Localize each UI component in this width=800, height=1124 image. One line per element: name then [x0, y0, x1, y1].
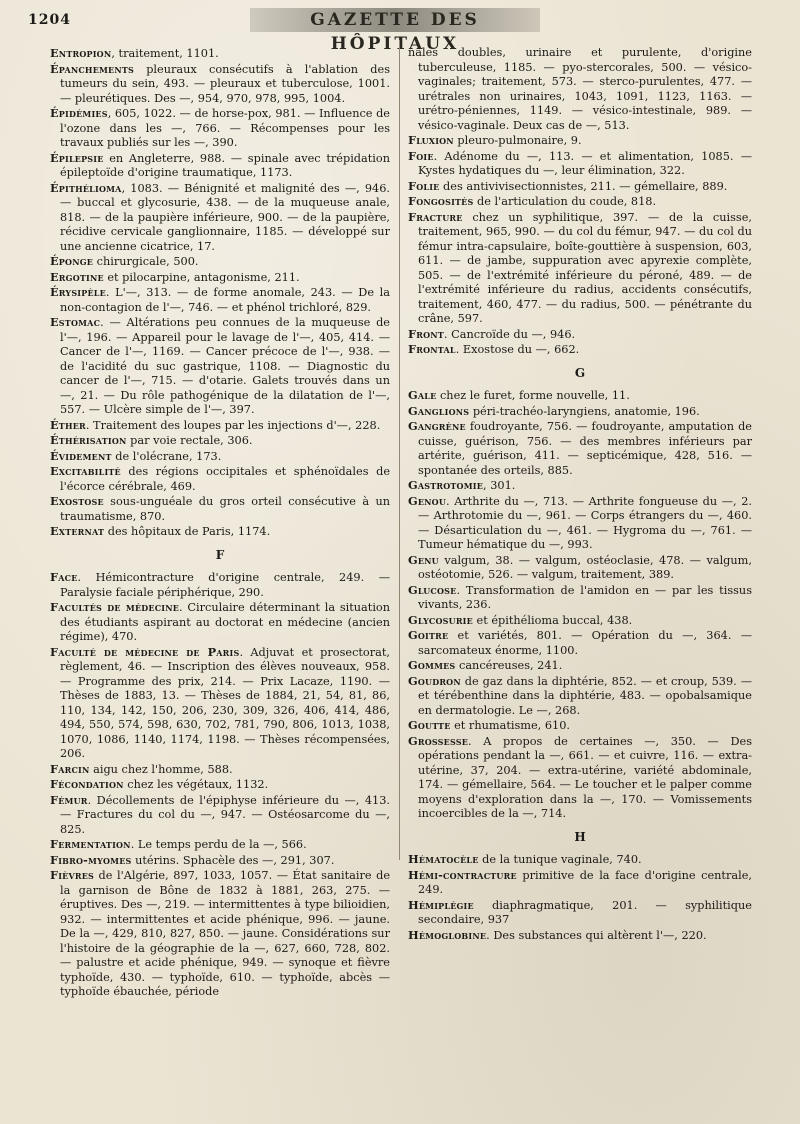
section-letter: G: [574, 365, 586, 380]
index-entry: [50, 837, 390, 853]
index-entry: [50, 151, 390, 181]
index-entry: [50, 494, 390, 524]
index-entry: [50, 254, 390, 270]
index-entry: [408, 852, 752, 868]
entry-text: des antivivisectionnistes, 211. — gémellaire, 889.: [439, 179, 728, 193]
entry-text: aigu chez l'homme, 588.: [89, 762, 233, 776]
entry-text: sous-unguéale du gros orteil consécutive à un traumatisme, 870.: [60, 495, 390, 523]
index-entry: [408, 478, 752, 494]
entry-text: . Arthrite du —, 713. — Arthrite fongueuse du —, 2. — Arthrotomie du —, 961. — Corps étrangers du —, 460. — Désarticulation du —, 461. — Hygroma du —, 761. — Tumeur hématique du —, 993.: [418, 494, 752, 551]
index-entry: [408, 179, 752, 195]
index-entry: [408, 613, 752, 629]
index-entry: [50, 868, 390, 1000]
entry-text: des hôpitaux de Paris, 1174.: [104, 525, 271, 538]
index-entry: [408, 898, 752, 928]
entry-text: par voie rectale, 306.: [126, 434, 253, 447]
entry-text: de l'articulation du coude, 818.: [473, 195, 657, 208]
index-entry: [50, 600, 390, 645]
index-entry: [50, 464, 390, 494]
entry-headword: Éponge: [50, 254, 94, 268]
entry-headword: Gale: [408, 388, 437, 402]
entry-text: . Adénome du —, 113. — et alimentation, 1085. — Kystes hydatiques du —, leur élimination, 322.: [418, 149, 752, 177]
index-entry: [50, 270, 390, 286]
entry-text: . A propos de certaines —, 350. — Des opérations pendant la —, 661. — et cuivre, 116. — extra-utérine, 37, 204. — extra-utérine, variété abdominale, 174. — gémellaire, 564. — Le toucher et le palper comme moyens d'exploration dans la —, 170. — Vomissements incoercibles de la —, 714.: [418, 734, 752, 820]
entry-headword: Évidement: [50, 448, 112, 463]
index-entry: [50, 433, 390, 449]
entry-text: . — Altérations peu connues de la muqueuse de l'—, 196. — Appareil pour le lavage de l'—, 405, 414. — Cancer de l'—, 1169. — Cancer précoce de l'—, 938. — de l'acidité du suc gastrique, 1108. — Diagnostic du cancer de l'—, 715. — d'otarie. Galets trouvés dans un —, 21. — Du rôle pathogénique de la dilatation de l'—, 557. — Ulcère simple de l'—, 397.: [60, 316, 390, 416]
entry-text: , 301.: [483, 479, 516, 492]
entry-text: . Cancroïde du —, 946.: [443, 327, 576, 341]
entry-headword: Glycosurie: [408, 612, 473, 627]
entry-headword: Épidémies: [50, 106, 108, 120]
index-entry: [408, 388, 752, 404]
index-entry: [408, 674, 752, 719]
index-entry: [408, 342, 752, 358]
entry-headword: Genou: [408, 493, 447, 508]
entry-text: nales doubles, urinaire et purulente, d'origine tuberculeuse, 1185. — pyo-stercorales, 500. — vésico-vaginales; traitement, 573. — sterco-purulentes, 477. — urétrales non urinaires, 1043, 1091, 1123, 1163. — urétro-péniennes, 1149. — vésico-intestinale, 989. — vésico-vaginale. Deux cas de —, 513.: [408, 46, 752, 132]
entry-headword: Exostose: [50, 494, 104, 508]
entry-headword: Glucose: [408, 582, 457, 597]
entry-headword: Gastrotomie: [408, 478, 484, 492]
entry-text: utérins. Sphacèle des —, 291, 307.: [131, 853, 335, 867]
entry-text: chez les végétaux, 1132.: [123, 778, 269, 791]
index-entry: [50, 645, 390, 762]
right-column: [408, 46, 752, 943]
entry-text: . Traitement des loupes par les injections d'—, 228.: [85, 418, 381, 432]
index-entry: [408, 868, 752, 898]
entry-headword: Faculté de médecine de Paris: [50, 644, 240, 659]
entry-headword: Érysipèle: [50, 285, 106, 299]
entry-text: primitive de la face d'origine centrale, 249.: [418, 868, 752, 896]
entry-headword: Hémi-contracture: [408, 867, 517, 882]
entry-headword: Facultés de médecine: [50, 600, 180, 614]
entry-text: . Transformation de l'amidon en — par les tissus vivants, 236.: [418, 583, 752, 611]
entry-text: de la tunique vaginale, 740.: [478, 853, 642, 866]
index-entry: [50, 106, 390, 151]
entry-headword: Fibro-myomes: [50, 852, 132, 867]
index-entry: [408, 658, 752, 674]
entry-text: de l'olécrane, 173.: [111, 449, 222, 463]
entry-headword: Genu: [408, 552, 439, 567]
entry-text: de l'Algérie, 897, 1033, 1057. — État sanitaire de la garnison de Bône de 1832 à 1881, 263, 275. — éruptives. Des —, 219. — intermittentes à type bilioidien, 932. — intermittentes et acide phénique, 996. — jaune. De la —, 429, 810, 827, 850. — jaune. Considérations sur l'histoire de la géographie de la —, 627, 660, 728, 802. — palustre et acide phénique, 949. — synoque et fièvre typhoïde, 430. — typhoïde, 610. — typhoïde, abcès — typhoïde ébauchée, période: [60, 869, 390, 998]
entry-text: en Angleterre, 988. — spinale avec trépidation épileptoïde d'origine traumatique, 1173.: [60, 151, 390, 179]
entry-headword: Fongosités: [408, 194, 474, 208]
entry-text: , traitement, 1101.: [111, 47, 219, 60]
entry-headword: Farcin: [50, 761, 90, 776]
index-entry: [408, 734, 752, 822]
entry-text: cancéreuses, 241.: [455, 659, 563, 672]
entry-text: des régions occipitales et sphénoïdales de l'écorce cérébrale, 469.: [60, 465, 390, 493]
entry-headword: Ergotine: [50, 269, 104, 284]
entry-headword: Frontal: [408, 342, 456, 356]
entry-text: . Hémicontracture d'origine centrale, 249. — Paralysie faciale périphérique, 290.: [60, 571, 390, 599]
entry-text: de gaz dans la diphtérie, 852. — et croup, 539. — et térébenthine dans la diphtérie, 483. — opobalsamique en dermatologie. Le —, 268.: [418, 674, 752, 717]
section-letter: H: [574, 829, 586, 844]
entry-text: chirurgicale, 500.: [93, 255, 199, 268]
index-entry: [408, 928, 752, 944]
index-entry: [50, 285, 390, 315]
entry-headword: Folie: [408, 178, 440, 193]
entry-headword: Estomac: [50, 315, 101, 329]
index-entry: [408, 583, 752, 613]
entry-text: , 1083. — Bénignité et malignité des —, 946. — buccal et glycosurie, 438. — de la muqueuse anale, 818. — de la paupière inférieure, 900. — de la paupière, récidive cervicale ganglionnaire, 1185. — développé sur une ancienne cicatrice, 17.: [60, 181, 390, 253]
left-column: [50, 46, 390, 1000]
index-entry: [50, 570, 390, 600]
entry-headword: Fermentation: [50, 837, 131, 851]
entry-text: foudroyante, 756. — foudroyante, amputation de cuisse, guérison, 756. — des membres inférieurs par artérite, guérison, 411. — septicémique, 428, 516. — spontanée des orteils, 885.: [418, 420, 752, 477]
section-letter: F: [215, 547, 225, 562]
index-entry: [408, 419, 752, 478]
entry-text: et pilocarpine, antagonisme, 211.: [103, 270, 300, 284]
index-entry: [50, 315, 390, 418]
entry-headword: Fracture: [408, 209, 463, 224]
entry-headword: Fièvres: [50, 868, 94, 882]
entry-text: . Décollements de l'épiphyse inférieure du —, 413. — Fractures du col du —, 947. — Ostéosarcome du —, 825.: [60, 793, 390, 836]
entry-headword: Éthérisation: [50, 433, 127, 447]
entry-headword: Gangrène: [408, 419, 466, 433]
entry-headword: Grossesse: [408, 733, 469, 748]
entry-headword: Hémoglobine: [408, 927, 487, 942]
index-entry: [408, 149, 752, 179]
index-entry: [50, 853, 390, 869]
entry-headword: Goitre: [408, 628, 449, 642]
entry-headword: Entropion: [50, 46, 112, 60]
index-entry: [50, 46, 390, 62]
entry-text: . Circulaire déterminant la situation des étudiants aspirant au doctorat en médecine (ancien régime), 470.: [60, 601, 391, 643]
entry-text: , 605, 1022. — de horse-pox, 981. — Influence de l'ozone dans les —, 766. — Récompenses pour les travaux publiés sur les —, 390.: [60, 107, 390, 149]
entry-text: chez un syphilitique, 397. — de la cuisse, traitement, 965, 990. — du col du fémur, 947. — du col du fémur intra-capsulaire, boîte-gouttière à suspension, 603, 611. — de jambe, suppuration avec apyrexie complète, 505. — de l'extrémité inférieure du péroné, 489. — de l'extrémité inférieure du radius, accidents consécutifs, traitement, 460, 477. — du radius, 500. — pénétrante du crâne, 597.: [418, 210, 752, 325]
index-entry: [50, 418, 390, 434]
entry-headword: Épithélioma: [50, 180, 122, 195]
entry-headword: Foie: [408, 148, 434, 163]
entry-text: . Exostose du —, 662.: [455, 343, 580, 356]
index-entry: [408, 404, 752, 420]
index-entry: [408, 46, 752, 133]
index-entry: [408, 327, 752, 343]
entry-headword: Gommes: [408, 658, 456, 672]
index-entry: [408, 718, 752, 734]
entry-headword: Fémur: [50, 792, 88, 807]
index-entry: [408, 494, 752, 553]
index-entry: [408, 133, 752, 149]
entry-text: . L'—, 313. — de forme anomale, 243. — De la non-contagion de l'—, 746. — et phénol trichloré, 829.: [60, 286, 390, 314]
running-title: GAZETTE DES HÔPITAUX: [250, 8, 540, 32]
index-entry: [50, 793, 390, 838]
entry-headword: Hématocèle: [408, 852, 479, 866]
entry-headword: Fécondation: [50, 777, 124, 791]
index-entry: [50, 777, 390, 793]
index-entry: [408, 210, 752, 327]
entry-text: pleuraux consécutifs à l'ablation des tumeurs du sein, 493. — pleuraux et tuberculose, 1001. — pleurétiques. Des —, 954, 970, 978, 995, 1004.: [60, 62, 390, 105]
entry-headword: Goudron: [408, 673, 461, 688]
entry-headword: Épanchements: [50, 61, 134, 76]
entry-headword: Hémiplégie: [408, 897, 474, 912]
entry-text: diaphragmatique, 201. — syphilitique secondaire, 937: [418, 898, 752, 926]
index-entry: [408, 553, 752, 583]
page-number: 1204: [28, 12, 71, 28]
index-entry: [50, 62, 390, 107]
entry-headword: Épilepsie: [50, 150, 104, 165]
entry-headword: Front: [408, 326, 444, 341]
entry-headword: Goutte: [408, 718, 451, 732]
index-entry: [50, 181, 390, 255]
column-divider: [399, 40, 400, 860]
entry-text: et rhumatisme, 610.: [450, 719, 571, 732]
entry-text: valgum, 38. — valgum, ostéoclasie, 478. — valgum, ostéotomie, 526. — valgum, traitement, 389.: [418, 553, 752, 581]
index-entry: [50, 449, 390, 465]
entry-headword: Face: [50, 570, 78, 584]
entry-headword: Externat: [50, 524, 105, 538]
entry-headword: Ganglions: [408, 403, 470, 418]
index-entry: [50, 524, 390, 540]
entry-headword: Éther: [50, 417, 86, 432]
entry-headword: Fluxion: [408, 133, 454, 147]
index-entry: [50, 762, 390, 778]
entry-text: pleuro-pulmonaire, 9.: [453, 134, 582, 147]
entry-text: . Des substances qui altèrent l'—, 220.: [486, 928, 707, 942]
entry-text: . Le temps perdu de la —, 566.: [130, 838, 307, 851]
index-entry: [408, 194, 752, 210]
entry-text: . Adjuvat et prosectorat, règlement, 46. — Inscription des élèves nouveaux, 958. — Programme des prix, 214. — Prix Lacaze, 1190. — Thèses de 1883, 13. — Thèses de 1884, 21, 54, 81, 86, 110, 134, 142, 150, 206, 230, 309, 326, 406, 414, 486, 494, 550, 574, 598, 630, 702, 781, 790, 806, 1013, 1038, 1070, 1086, 1140, 1174, 1198. — Thèses récompensées, 206.: [60, 645, 390, 760]
entry-text: péri-trachéo-laryngiens, anatomie, 196.: [469, 404, 700, 418]
entry-text: et épithélioma buccal, 438.: [472, 613, 633, 627]
entry-text: chez le furet, forme nouvelle, 11.: [436, 389, 630, 402]
entry-text: et variétés, 801. — Opération du —, 364. — sarcomateux énorme, 1100.: [418, 629, 752, 657]
entry-headword: Excitabilité: [50, 464, 121, 478]
index-entry: [408, 628, 752, 658]
